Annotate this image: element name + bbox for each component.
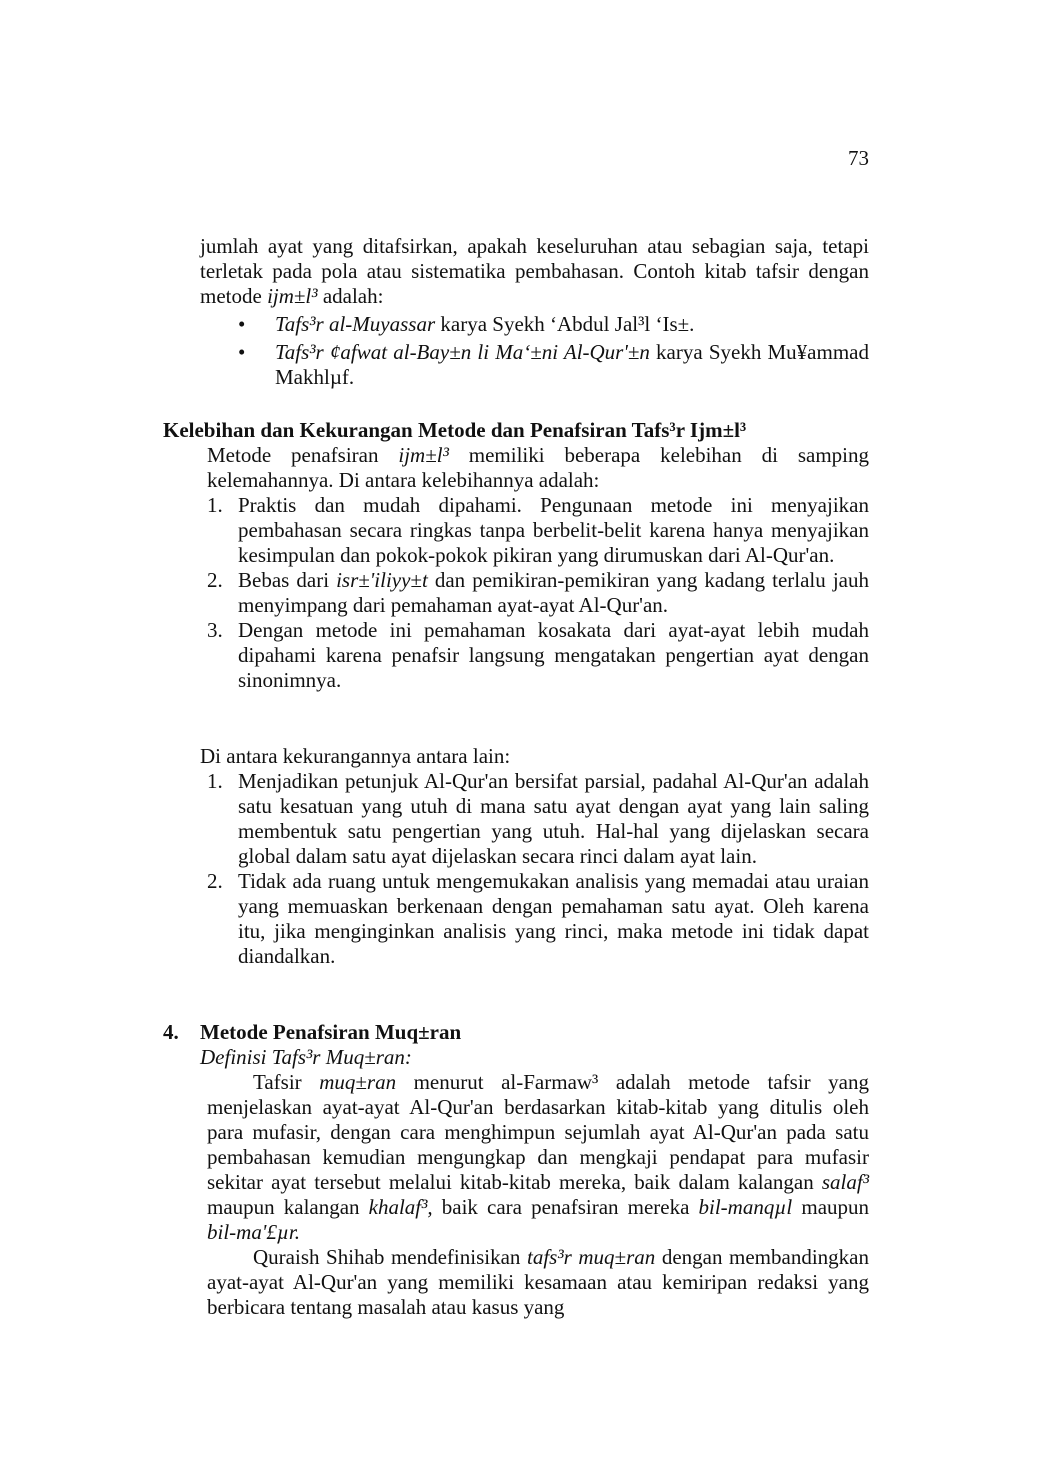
section-intro: Metode penafsiran ijm±l³ memiliki beberapa kelebihan di samping kelemahannya. Di antara kelebihannya adalah: [207,443,870,492]
cons-intro: Di antara kekurangannya antara lain: [200,744,511,768]
list-item: 2. Bebas dari isr±'iliyy±t dan pemikiran-pemikiran yang kadang terlalu jauh menyimpang dari pemahaman ayat-ayat Al-Qur'an. [207,568,869,617]
item-number: 1. [207,769,223,793]
shihab-paragraph: Quraish Shihab mendefinisikan tafs³r muq±ran dengan membandingkan ayat-ayat Al-Qur'an yang memiliki kesamaan atau kemiripan redaksi yang berbicara tentang masalah atau kasus yang [207,1245,869,1319]
list-item: 1. Menjadikan petunjuk Al-Qur'an bersifat parsial, padahal Al-Qur'an adalah satu kesatuan yang utuh di mana satu ayat dengan ayat yang lain saling membentuk satu pengertian yang utuh. Hal-hal yang dijelaskan secara global dalam satu ayat dijelaskan secara rinci dalam ayat lain. [207,769,869,868]
section-number: 4. [163,1020,179,1044]
bullet-icon: • [238,312,246,336]
bullet-item: • Tafs³r ¢afwat al-Bay±n li Ma‘±ni Al-Qur'±n karya Syekh Mu¥ammad Makhlµf. [238,340,869,389]
section-heading-muqaran: 4. Metode Penafsiran Muq±ran [163,1020,462,1044]
subheading: Definisi Tafs³r Muq±ran: [200,1045,412,1069]
disadvantages-list [207,769,869,969]
book-title: Tafs³r ¢afwat al-Bay±n li Ma‘±ni Al-Qur'±n [275,340,650,364]
intro-paragraph [200,234,869,393]
item-number: 2. [207,568,223,592]
intro-text: jumlah ayat yang ditafsirkan, apakah keseluruhan atau sebagian saja, tetapi terletak pada pola atau sistematika pembahasan. Contoh kitab tafsir dengan metode ijm±l³ adalah: [200,234,869,308]
item-number: 3. [207,618,223,642]
term-israiliyyat: isr±'iliyy±t [336,568,428,592]
page-number: 73 [848,146,869,170]
term-ijmali: ijm±l³ [267,284,318,308]
term-ijmali: ijm±l³ [398,443,449,467]
definition-paragraph: Tafsir muq±ran menurut al-Farmaw³ adalah metode tafsir yang menjelaskan ayat-ayat Al-Qur'an berdasarkan kitab-kitab yang ditulis oleh para mufasir, dengan cara menghimpun sejumlah ayat Al-Qur'an pada satu pembahasan kemudian mengungkap dan mengkaji pendapat para mufasir sekitar ayat tersebut melalui kitab-kitab mereka, baik dalam kalangan salaf³ maupun kalangan khalaf³, baik cara penafsiran mereka bil-manqµl maupun bil-ma'£µr. [207,1070,870,1244]
list-item: 3. Dengan metode ini pemahaman kosakata dari ayat-ayat lebih mudah dipahami karena penafsir langsung mengatakan pengertian ayat dengan sinonimnya. [207,618,869,692]
bullet-list [200,312,869,390]
book-title: Tafs³r al-Muyassar [275,312,436,336]
section-heading: Kelebihan dan Kekurangan Metode dan Penafsiran Tafs³r Ijm±l³ [163,418,747,442]
list-item: 1. Praktis dan mudah dipahami. Pengunaan metode ini menyajikan pembahasan secara ringkas tanpa berbelit-belit karena hanya menyajikan kesimpulan dan pokok-pokok pikiran yang dirumuskan dari Al-Qur'an. [207,493,869,567]
bullet-icon: • [238,340,246,364]
bullet-item: • Tafs³r al-Muyassar karya Syekh ‘Abdul Jal³l ‘Is±. [238,312,695,336]
list-item: 2. Tidak ada ruang untuk mengemukakan analisis yang memadai atau uraian yang memuaskan berkenaan dengan pemahaman satu ayat. Oleh karena itu, jika menginginkan analisis yang rinci, maka metode ini tidak dapat diandalkan. [207,869,869,968]
advantages-list [207,493,869,693]
item-number: 1. [207,493,223,517]
item-number: 2. [207,869,223,893]
